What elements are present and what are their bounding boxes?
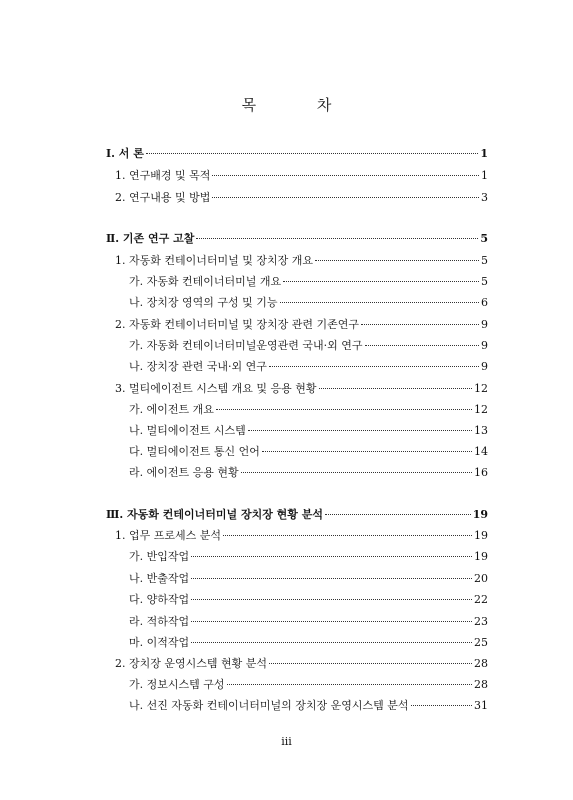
toc-entry-page: 3: [481, 191, 488, 204]
toc-entry-label: 2. 자동화 컨테이너터미널 및 장치장 관련 기존연구: [115, 318, 359, 331]
dot-leader: [269, 366, 479, 367]
dot-leader: [223, 535, 472, 536]
dot-leader: [365, 345, 480, 346]
toc-entry-page: 1: [481, 169, 488, 182]
toc-entry-label: 다. 멀티에이전트 통신 언어: [129, 445, 260, 458]
toc-entry: [129, 570, 488, 586]
toc-entry-label: Ⅰ. 서 론: [106, 147, 144, 160]
dot-leader: [280, 302, 480, 303]
toc-entry-page: 14: [474, 445, 488, 458]
dot-leader: [269, 663, 472, 664]
toc-entry-label: 나. 선진 자동화 컨테이너터미널의 장치장 운영시스템 분석: [129, 699, 409, 712]
toc-entry: [129, 634, 488, 650]
toc-entry-page: 1: [480, 147, 488, 160]
toc-entry: [129, 613, 488, 629]
toc-entry-page: 5: [480, 232, 488, 245]
toc-entry-page: 20: [474, 572, 488, 585]
dot-leader: [191, 642, 472, 643]
toc-entry-label: Ⅲ. 자동화 컨테이너터미널 장치장 현황 분석: [106, 508, 324, 521]
toc-entry-label: 나. 장치장 영역의 구성 및 기능: [129, 296, 278, 309]
page-title: 목 차: [241, 96, 360, 114]
toc-entry: [129, 697, 488, 713]
dot-leader: [248, 430, 472, 431]
toc-entry: [129, 337, 488, 353]
toc-entry-page: 6: [481, 296, 488, 309]
toc-entry-label: 1. 업무 프로세스 분석: [115, 529, 221, 542]
dot-leader: [325, 514, 471, 515]
toc-entry-page: 9: [481, 339, 488, 352]
toc-entry: [106, 506, 488, 522]
toc-entry: [129, 464, 488, 480]
toc-entry-page: 12: [474, 403, 488, 416]
toc-entry: [106, 230, 488, 246]
dot-leader: [319, 388, 473, 389]
toc-entry-page: 22: [474, 593, 488, 606]
dot-leader: [191, 621, 472, 622]
toc-entry: [106, 145, 488, 161]
toc-entry: [129, 591, 488, 607]
dot-leader: [283, 281, 479, 282]
dot-leader: [315, 260, 479, 261]
toc-entry-label: 다. 양하작업: [129, 593, 190, 606]
toc-entry-page: 5: [481, 275, 488, 288]
toc-entry-label: 라. 에이전트 응용 현황: [129, 466, 239, 479]
dot-leader: [241, 472, 472, 473]
toc-entry-label: Ⅱ. 기존 연구 고찰: [106, 232, 195, 245]
toc-entry-label: 1. 자동화 컨테이너터미널 및 장치장 개요: [115, 254, 313, 267]
toc-entry: [129, 443, 488, 459]
toc-entry-label: 마. 이적작업: [129, 636, 190, 649]
toc-entry-page: 19: [474, 550, 488, 563]
toc-entry-page: 19: [472, 508, 488, 521]
toc-entry-label: 나. 멀티에이전트 시스템: [129, 424, 246, 437]
toc-entry: [115, 316, 488, 332]
toc-entry-label: 나. 장치장 관련 국내·외 연구: [129, 360, 267, 373]
toc-entry-page: 5: [481, 254, 488, 267]
dot-leader: [196, 238, 478, 239]
toc-entry-label: 가. 자동화 컨테이너터미널 개요: [129, 275, 282, 288]
toc-entry: [129, 401, 488, 417]
dot-leader: [361, 324, 479, 325]
toc-entry: [129, 358, 488, 374]
toc-entry-label: 가. 자동화 컨테이너터미널운영관련 국내·외 연구: [129, 339, 363, 352]
toc-entry-page: 28: [474, 657, 488, 670]
dot-leader: [262, 451, 472, 452]
toc-entry-label: 나. 반출작업: [129, 572, 190, 585]
toc-entry-label: 가. 반입작업: [129, 550, 190, 563]
toc-entry: [115, 189, 488, 205]
dot-leader: [212, 175, 479, 176]
toc-entry-page: 12: [474, 382, 488, 395]
dot-leader: [146, 153, 478, 154]
toc-entry-label: 가. 에이전트 개요: [129, 403, 214, 416]
toc-entry-label: 라. 적하작업: [129, 615, 190, 628]
toc-entry: [115, 167, 488, 183]
toc-entry-page: 23: [474, 615, 488, 628]
toc-entry-page: 31: [474, 699, 488, 712]
dot-leader: [216, 409, 472, 410]
toc-entry: [129, 548, 488, 564]
toc-entry: [129, 676, 488, 692]
toc-entry-page: 25: [474, 636, 488, 649]
toc-entry-label: 가. 정보시스템 구성: [129, 678, 225, 691]
toc-entry: [129, 422, 488, 438]
toc-entry-page: 28: [474, 678, 488, 691]
dot-leader: [212, 197, 479, 198]
toc-entry: [115, 252, 488, 268]
toc-entry-page: 9: [481, 360, 488, 373]
dot-leader: [227, 684, 473, 685]
dot-leader: [411, 705, 473, 706]
toc-entry: [115, 527, 488, 543]
toc-entry-label: 3. 멀티에이전트 시스템 개요 및 응용 현황: [115, 382, 317, 395]
dot-leader: [191, 599, 472, 600]
toc-entry: [115, 655, 488, 671]
toc-entry-label: 2. 연구내용 및 방법: [115, 191, 211, 204]
dot-leader: [191, 578, 472, 579]
toc-entry: [115, 380, 488, 396]
toc-entry-page: 19: [474, 529, 488, 542]
page-number: iii: [281, 735, 292, 748]
toc-entry-page: 13: [474, 424, 488, 437]
dot-leader: [191, 556, 472, 557]
toc-entry-page: 16: [474, 466, 488, 479]
toc-entry: [129, 273, 488, 289]
toc-entry: [129, 294, 488, 310]
toc-entry-label: 2. 장치장 운영시스템 현황 분석: [115, 657, 267, 670]
toc-entry-page: 9: [481, 318, 488, 331]
toc-entry-label: 1. 연구배경 및 목적: [115, 169, 211, 182]
